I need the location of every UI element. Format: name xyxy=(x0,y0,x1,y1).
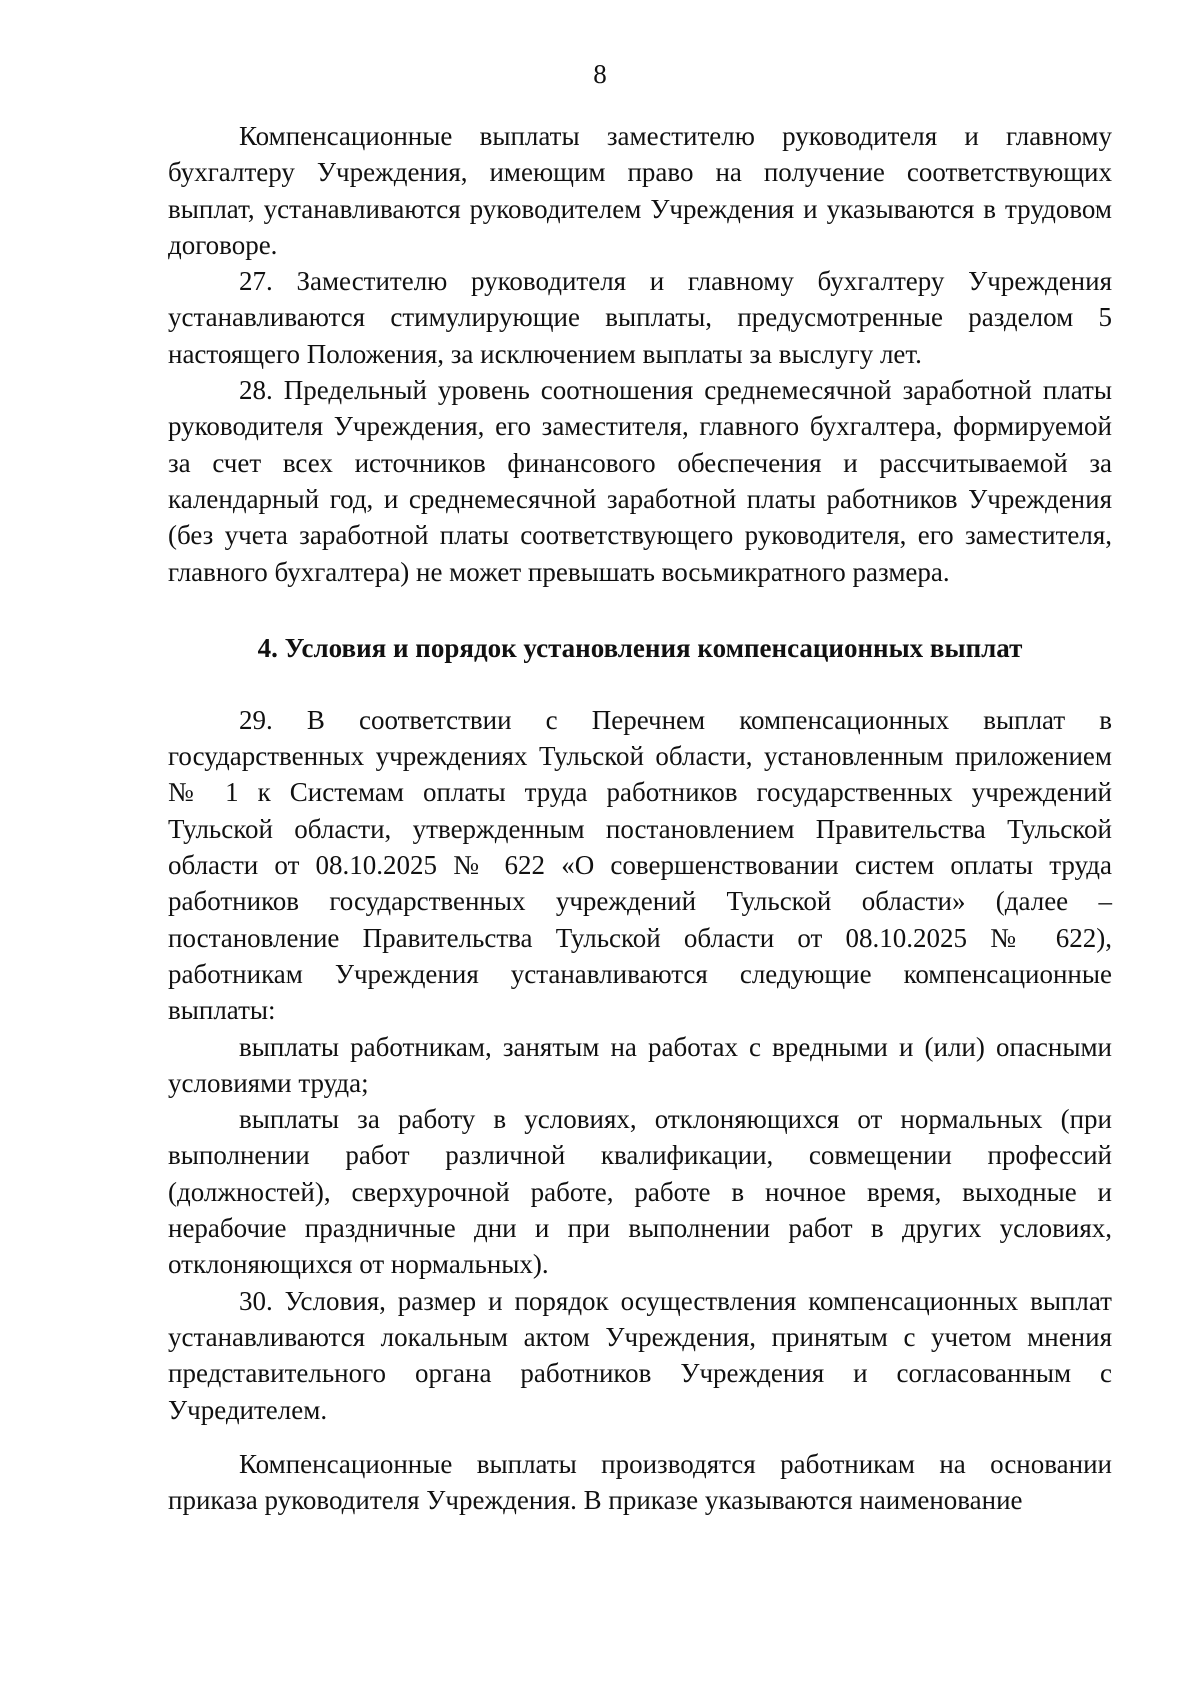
paragraph-30: 30. Условия, размер и порядок осуществления компенсационных выплат устанавливаются локальным актом Учреждения, принятым с учетом мнения представительного органа работников Учреждения и согласованным с Учредителем. xyxy=(168,1285,1112,1425)
paragraph-29: 29. В соответствии с Перечнем компенсационных выплат в государственных учреждениях Тульской области, установленным приложением № 1 к Системам оплаты труда работников государственных учреждений Тульской области, утвержденным постановлением Правительства Тульской области от 08.10.2025 № 622 «О совершенствовании систем оплаты труда работников государственных учреждений Тульской области» (далее – постановление Правительства Тульской области от 08.10.2025 № 622), работникам Учреждения устанавливаются следующие компенсационные выплаты: xyxy=(168,704,1112,1026)
list-item-abnormal-conditions: выплаты за работу в условиях, отклоняющихся от нормальных (при выполнении работ различной квалификации, совмещении профессий (должностей), сверхурочной работе, работе в ночное время, выходные и нерабочие праздничные дни и при выполнении работ в других условиях, отклоняющихся от нормальных). xyxy=(168,1104,1112,1280)
page-number: 8 xyxy=(593,59,607,89)
list-item-hazardous-conditions: выплаты работникам, занятым на работах с вредными и (или) опасными условиями труда; xyxy=(168,1031,1112,1098)
section-heading: 4. Условия и порядок установления компенсационных выплат xyxy=(257,632,1023,663)
paragraph-27: 27. Заместителю руководителя и главному бухгалтеру Учреждения устанавливаются стимулирующие выплаты, предусмотренные разделом 5 настоящего Положения, за исключением выплаты за выслугу лет. xyxy=(168,266,1112,369)
paragraph-deputy-compensation: Компенсационные выплаты заместителю руководителя и главному бухгалтеру Учреждения, имеющим право на получение соответствующих выплат, устанавливаются руководителем Учреждения и указываются в трудовом договоре. xyxy=(168,121,1112,260)
document-body xyxy=(168,118,1112,1518)
paragraph-28: 28. Предельный уровень соотношения среднемесячной заработной платы руководителя Учреждения, его заместителя, главного бухгалтера, формируемой за счет всех источников финансового обеспечения и рассчитываемой за календарный год, и среднемесячной заработной платы работников Учреждения (без учета заработной платы соответствующего руководителя, его заместителя, главного бухгалтера) не может превышать восьмикратного размера. xyxy=(168,375,1112,587)
paragraph-order: Компенсационные выплаты производятся работникам на основании приказа руководителя Учреждения. В приказе указываются наименование xyxy=(168,1448,1112,1516)
